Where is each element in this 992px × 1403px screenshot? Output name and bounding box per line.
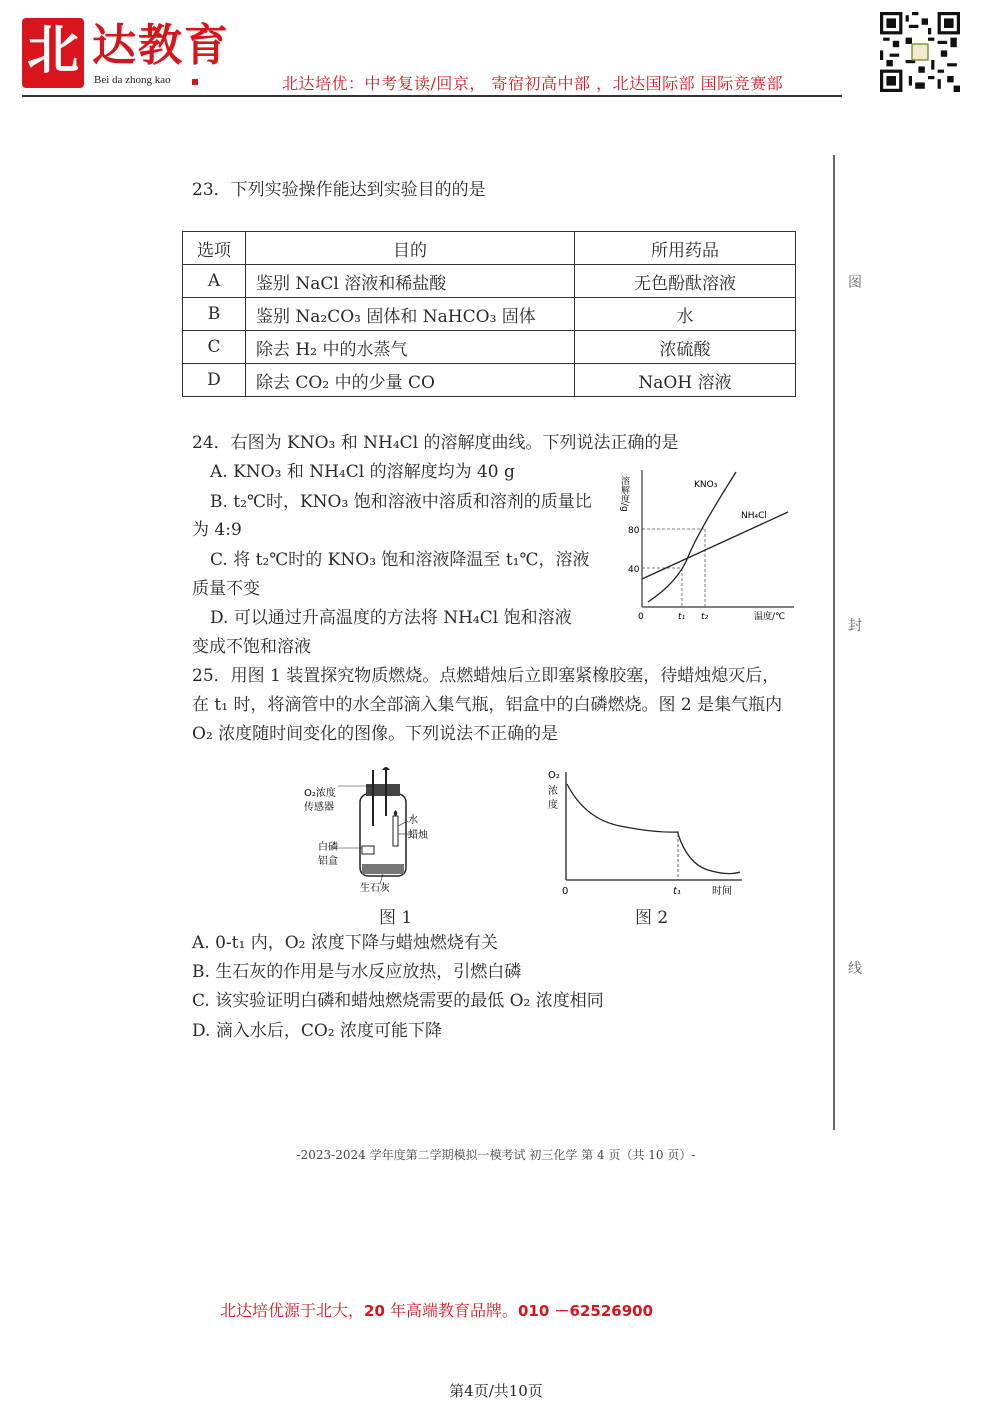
table-row bbox=[183, 364, 796, 397]
label-sensor: O₂浓度 bbox=[304, 788, 336, 799]
exam-footer: -2023-2024 学年度第二学期模拟一模考试 初三化学 第 4 页（共 10 页）- bbox=[296, 1148, 696, 1162]
table-cell: NaOH 溶液 bbox=[575, 364, 796, 397]
table-cell: C bbox=[183, 331, 246, 364]
figure-2-caption: 图 2 bbox=[635, 908, 669, 928]
binding-char: 封 bbox=[848, 618, 862, 634]
series-label: KNO₃ bbox=[694, 480, 718, 490]
x-axis-label: 温度/℃ bbox=[754, 612, 786, 622]
table-header-cell: 选项 bbox=[183, 232, 246, 265]
table-header-row bbox=[183, 232, 796, 265]
option-b: B. 生石灰的作用是与水反应放热，引燃白磷 bbox=[192, 962, 522, 982]
y-axis-label: 度 bbox=[548, 800, 558, 811]
question-24-stem: 24．右图为 KNO₃ 和 NH₄Cl 的溶解度曲线。下列说法正确的是 bbox=[192, 433, 679, 453]
label-candle: 蜡烛 bbox=[408, 830, 428, 841]
table-row bbox=[183, 331, 796, 364]
table-cell: 无色酚酞溶液 bbox=[575, 265, 796, 298]
aluminum-box bbox=[362, 846, 374, 854]
x-tick-label: t₁ bbox=[678, 612, 686, 622]
logo-char: 北 bbox=[26, 20, 79, 81]
label-al-box: 铝盒 bbox=[318, 856, 338, 867]
y-axis-label: 浓 bbox=[548, 786, 558, 797]
table-cell: 除去 H₂ 中的水蒸气 bbox=[246, 331, 575, 364]
logo-dot bbox=[192, 79, 198, 85]
table-cell: 浓硫酸 bbox=[575, 331, 796, 364]
page-number: 第4页/共10页 bbox=[449, 1382, 543, 1400]
y-tick-label: 80 bbox=[628, 526, 640, 536]
gas-bottle bbox=[360, 794, 406, 876]
o2-curve bbox=[567, 784, 740, 874]
promo-line bbox=[220, 1298, 653, 1321]
question-23-table bbox=[182, 231, 796, 397]
label-sensor: 传感器 bbox=[304, 802, 334, 813]
table-cell: 鉴别 NaCl 溶液和稀盐酸 bbox=[246, 265, 575, 298]
table-row bbox=[183, 265, 796, 298]
option-a: A. KNO₃ 和 NH₄Cl 的溶解度均为 40 g bbox=[210, 462, 515, 482]
label-lime: 生石灰 bbox=[360, 883, 390, 894]
table-cell: B bbox=[183, 298, 246, 331]
option-b-cont: 为 4:9 bbox=[192, 520, 242, 540]
promo-phone: 010 －62526900 bbox=[517, 1302, 654, 1320]
solubility-chart bbox=[618, 462, 796, 622]
promo-text: 年高端教育品牌。 bbox=[384, 1301, 518, 1320]
origin-label: 0 bbox=[562, 886, 569, 897]
binding-char: 线 bbox=[848, 961, 862, 977]
option-a: A. 0-t₁ 内，O₂ 浓度下降与蜡烛燃烧有关 bbox=[192, 933, 498, 953]
label-phosphorus: 白磷 bbox=[318, 842, 338, 853]
x-tick-label: 0 bbox=[638, 612, 644, 622]
option-c: C. 该实验证明白磷和蜡烛燃烧需要的最低 O₂ 浓度相同 bbox=[192, 991, 604, 1011]
promo-years: 20 bbox=[364, 1302, 385, 1320]
table-cell: 水 bbox=[575, 298, 796, 331]
t1-label: t₁ bbox=[673, 886, 681, 897]
binding-line bbox=[833, 155, 835, 1130]
table-cell: 鉴别 Na₂CO₃ 固体和 NaHCO₃ 固体 bbox=[246, 298, 575, 331]
question-25-stem-cont: 在 t₁ 时，将滴管中的水全部滴入集气瓶，铝盒中的白磷燃烧。图 2 是集气瓶内 bbox=[192, 695, 783, 715]
question-23-stem: 23．下列实验操作能达到实验目的的是 bbox=[192, 180, 486, 200]
question-25-stem-cont: O₂ 浓度随时间变化的图像。下列说法不正确的是 bbox=[192, 724, 559, 744]
qr-code-icon bbox=[880, 12, 960, 92]
dropper-bulb bbox=[382, 767, 390, 770]
table-cell: A bbox=[183, 265, 246, 298]
option-d-cont: 变成不饱和溶液 bbox=[192, 637, 311, 657]
option-b: B. t₂℃时，KNO₃ 饱和溶液中溶质和溶剂的质量比 bbox=[210, 492, 592, 512]
figure-2-chart bbox=[540, 764, 746, 898]
logo-subtitle: Bei da zhong kao bbox=[94, 74, 171, 86]
series-label: NH₄Cl bbox=[741, 511, 767, 521]
quicklime bbox=[362, 864, 404, 874]
table-header-cell: 所用药品 bbox=[575, 232, 796, 265]
header-slogan: 北达培优：中考复读/回京， 寄宿初高中部 ，北达国际部 国际竞赛部 bbox=[282, 74, 784, 93]
option-d: D. 可以通过升高温度的方法将 NH₄Cl 饱和溶液 bbox=[210, 608, 572, 628]
figure-1-caption: 图 1 bbox=[379, 908, 413, 928]
option-c: C. 将 t₂℃时的 KNO₃ 饱和溶液降温至 t₁℃，溶液 bbox=[210, 550, 590, 570]
table-cell: D bbox=[183, 364, 246, 397]
logo-name: 达教育 bbox=[92, 20, 230, 71]
binding-char: 图 bbox=[848, 275, 862, 291]
y-tick-label: 40 bbox=[628, 565, 640, 575]
promo-text: 北达培优源于北大， bbox=[220, 1301, 365, 1320]
label-water: 水 bbox=[408, 815, 418, 826]
option-d: D. 滴入水后，CO₂ 浓度可能下降 bbox=[192, 1021, 442, 1041]
question-25-stem: 25．用图 1 装置探究物质燃烧。点燃蜡烛后立即塞紧橡胶塞，待蜡烛熄灭后， bbox=[192, 666, 780, 686]
candle-flame bbox=[394, 810, 398, 816]
option-c-cont: 质量不变 bbox=[192, 579, 260, 599]
table-row bbox=[183, 298, 796, 331]
nh4cl-line bbox=[642, 512, 788, 579]
header-divider bbox=[22, 95, 842, 97]
table-cell: 除去 CO₂ 中的少量 CO bbox=[246, 364, 575, 397]
x-tick-label: t₂ bbox=[701, 612, 709, 622]
table-header-cell: 目的 bbox=[246, 232, 575, 265]
candle bbox=[393, 816, 398, 846]
figure-1-apparatus bbox=[298, 766, 438, 896]
y-axis-label: 溶解度/g bbox=[619, 476, 629, 512]
x-axis-label: 时间 bbox=[712, 886, 732, 897]
y-axis-label: O₂ bbox=[548, 770, 560, 781]
kno3-curve bbox=[648, 472, 736, 602]
